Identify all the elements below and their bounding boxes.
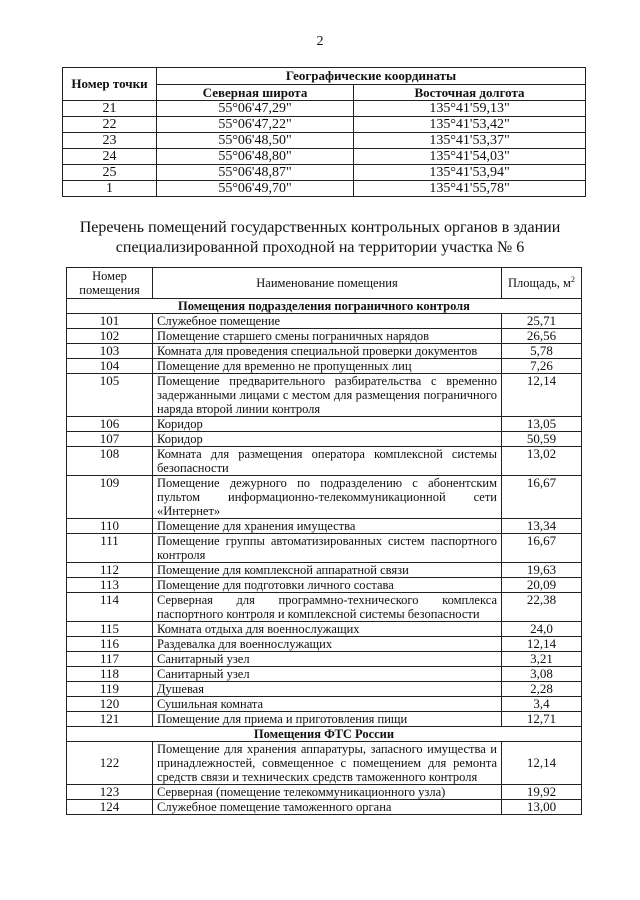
room-number: 101 bbox=[67, 314, 153, 329]
room-area: 12,14 bbox=[502, 374, 582, 417]
room-number: 124 bbox=[67, 800, 153, 815]
room-name: Помещение для приема и приготовления пищи bbox=[153, 712, 502, 727]
document-title bbox=[0, 218, 640, 258]
room-number: 108 bbox=[67, 447, 153, 476]
room-number: 103 bbox=[67, 344, 153, 359]
table-row bbox=[67, 622, 582, 637]
room-area: 16,67 bbox=[502, 534, 582, 563]
room-area: 5,78 bbox=[502, 344, 582, 359]
table-row bbox=[67, 432, 582, 447]
room-area: 2,28 bbox=[502, 682, 582, 697]
section-border-control: Помещения подразделения пограничного контроля bbox=[67, 299, 582, 314]
room-area: 12,14 bbox=[502, 637, 582, 652]
table-row bbox=[67, 476, 582, 519]
room-area: 26,56 bbox=[502, 329, 582, 344]
room-name: Комната для размещения оператора комплексной системы безопасности bbox=[153, 447, 502, 476]
table-row bbox=[67, 563, 582, 578]
room-name: Серверная (помещение телекоммуникационного узла) bbox=[153, 785, 502, 800]
table-row bbox=[63, 133, 586, 149]
table-row bbox=[63, 101, 586, 117]
header-room-number: Номер помещения bbox=[67, 268, 153, 299]
room-number: 119 bbox=[67, 682, 153, 697]
room-number: 113 bbox=[67, 578, 153, 593]
room-area: 25,71 bbox=[502, 314, 582, 329]
table-row bbox=[67, 652, 582, 667]
room-area: 13,00 bbox=[502, 800, 582, 815]
room-name: Комната для проведения специальной проверки документов bbox=[153, 344, 502, 359]
room-area: 3,21 bbox=[502, 652, 582, 667]
table-row bbox=[63, 181, 586, 197]
longitude: 135°41'55,78" bbox=[354, 181, 586, 197]
table-row bbox=[67, 329, 582, 344]
room-number: 121 bbox=[67, 712, 153, 727]
room-name: Помещение группы автоматизированных систем паспортного контроля bbox=[153, 534, 502, 563]
table-row bbox=[67, 682, 582, 697]
room-area: 20,09 bbox=[502, 578, 582, 593]
table-row bbox=[67, 712, 582, 727]
room-name: Служебное помещение таможенного органа bbox=[153, 800, 502, 815]
room-name: Помещение для комплексной аппаратной связи bbox=[153, 563, 502, 578]
table-row bbox=[67, 593, 582, 622]
room-area: 3,4 bbox=[502, 697, 582, 712]
room-name: Сушильная комната bbox=[153, 697, 502, 712]
header-area-label: Площадь, м bbox=[508, 276, 571, 290]
room-number: 116 bbox=[67, 637, 153, 652]
room-name: Помещение предварительного разбирательства с временно задержанными лицами с местом для размещения пограничного наряда второй линии контроля bbox=[153, 374, 502, 417]
room-number: 120 bbox=[67, 697, 153, 712]
room-area: 7,26 bbox=[502, 359, 582, 374]
table-row bbox=[67, 519, 582, 534]
room-area: 13,02 bbox=[502, 447, 582, 476]
header-longitude: Восточная долгота bbox=[354, 85, 586, 101]
room-number: 117 bbox=[67, 652, 153, 667]
room-area: 12,71 bbox=[502, 712, 582, 727]
room-number: 122 bbox=[67, 742, 153, 785]
room-number: 114 bbox=[67, 593, 153, 622]
room-name: Санитарный узел bbox=[153, 652, 502, 667]
room-number: 123 bbox=[67, 785, 153, 800]
rooms-table bbox=[66, 267, 582, 815]
table-row bbox=[63, 117, 586, 133]
header-latitude: Северная широта bbox=[157, 85, 354, 101]
room-area: 13,34 bbox=[502, 519, 582, 534]
room-name: Служебное помещение bbox=[153, 314, 502, 329]
room-name: Помещение старшего смены пограничных нарядов bbox=[153, 329, 502, 344]
latitude: 55°06'48,80" bbox=[157, 149, 354, 165]
header-area bbox=[502, 268, 582, 299]
table-row bbox=[67, 785, 582, 800]
title-line-1: Перечень помещений государственных контрольных органов в здании bbox=[79, 219, 561, 236]
table-row bbox=[67, 534, 582, 563]
table-row bbox=[67, 314, 582, 329]
title-line-2: специализированной проходной на территории участка № 6 bbox=[115, 239, 525, 256]
room-area: 19,63 bbox=[502, 563, 582, 578]
point-number: 23 bbox=[63, 133, 157, 149]
longitude: 135°41'53,94" bbox=[354, 165, 586, 181]
table-row bbox=[67, 800, 582, 815]
table-row bbox=[63, 165, 586, 181]
table-row bbox=[67, 374, 582, 417]
latitude: 55°06'47,29" bbox=[157, 101, 354, 117]
point-number: 22 bbox=[63, 117, 157, 133]
room-area: 24,0 bbox=[502, 622, 582, 637]
room-name: Раздевалка для военнослужащих bbox=[153, 637, 502, 652]
room-number: 102 bbox=[67, 329, 153, 344]
point-number: 21 bbox=[63, 101, 157, 117]
room-name: Комната отдыха для военнослужащих bbox=[153, 622, 502, 637]
room-name: Помещение для подготовки личного состава bbox=[153, 578, 502, 593]
room-area: 12,14 bbox=[502, 742, 582, 785]
room-number: 106 bbox=[67, 417, 153, 432]
room-name: Санитарный узел bbox=[153, 667, 502, 682]
table-row bbox=[67, 344, 582, 359]
table-row bbox=[67, 697, 582, 712]
latitude: 55°06'47,22" bbox=[157, 117, 354, 133]
room-name: Коридор bbox=[153, 417, 502, 432]
longitude: 135°41'53,42" bbox=[354, 117, 586, 133]
room-area: 3,08 bbox=[502, 667, 582, 682]
table-row bbox=[67, 578, 582, 593]
room-number: 104 bbox=[67, 359, 153, 374]
room-number: 118 bbox=[67, 667, 153, 682]
room-area: 50,59 bbox=[502, 432, 582, 447]
point-number: 24 bbox=[63, 149, 157, 165]
table-row bbox=[67, 417, 582, 432]
table-row bbox=[63, 149, 586, 165]
room-name: Помещение дежурного по подразделению с абонентским пультом информационно-телекоммуникационной сети «Интернет» bbox=[153, 476, 502, 519]
room-number: 107 bbox=[67, 432, 153, 447]
longitude: 135°41'53,37" bbox=[354, 133, 586, 149]
room-name: Помещение для временно не пропущенных лиц bbox=[153, 359, 502, 374]
room-area: 13,05 bbox=[502, 417, 582, 432]
room-name: Серверная для программно-технического комплекса паспортного контроля и комплексной системы безопасности bbox=[153, 593, 502, 622]
table-row bbox=[67, 667, 582, 682]
room-name: Помещение для хранения имущества bbox=[153, 519, 502, 534]
table-row bbox=[67, 447, 582, 476]
section-fts: Помещения ФТС России bbox=[67, 727, 582, 742]
header-geo-coordinates: Географические координаты bbox=[157, 68, 586, 85]
room-number: 105 bbox=[67, 374, 153, 417]
room-area: 16,67 bbox=[502, 476, 582, 519]
room-name: Душевая bbox=[153, 682, 502, 697]
room-number: 109 bbox=[67, 476, 153, 519]
table-row bbox=[67, 637, 582, 652]
point-number: 25 bbox=[63, 165, 157, 181]
point-number: 1 bbox=[63, 181, 157, 197]
room-number: 110 bbox=[67, 519, 153, 534]
latitude: 55°06'48,87" bbox=[157, 165, 354, 181]
room-number: 115 bbox=[67, 622, 153, 637]
page-number: 2 bbox=[316, 34, 324, 49]
room-number: 111 bbox=[67, 534, 153, 563]
latitude: 55°06'49,70" bbox=[157, 181, 354, 197]
header-room-name: Наименование помещения bbox=[153, 268, 502, 299]
longitude: 135°41'59,13" bbox=[354, 101, 586, 117]
table-row bbox=[67, 742, 582, 785]
header-area-sup: 2 bbox=[570, 274, 575, 284]
longitude: 135°41'54,03" bbox=[354, 149, 586, 165]
room-name: Помещение для хранения аппаратуры, запасного имущества и принадлежностей, совмещенное с помещением для ремонта средств связи и технических средств таможенного контроля bbox=[153, 742, 502, 785]
room-number: 112 bbox=[67, 563, 153, 578]
header-point-number: Номер точки bbox=[63, 68, 157, 101]
room-name: Коридор bbox=[153, 432, 502, 447]
coordinates-table bbox=[62, 67, 586, 197]
room-area: 22,38 bbox=[502, 593, 582, 622]
room-area: 19,92 bbox=[502, 785, 582, 800]
latitude: 55°06'48,50" bbox=[157, 133, 354, 149]
table-row bbox=[67, 359, 582, 374]
